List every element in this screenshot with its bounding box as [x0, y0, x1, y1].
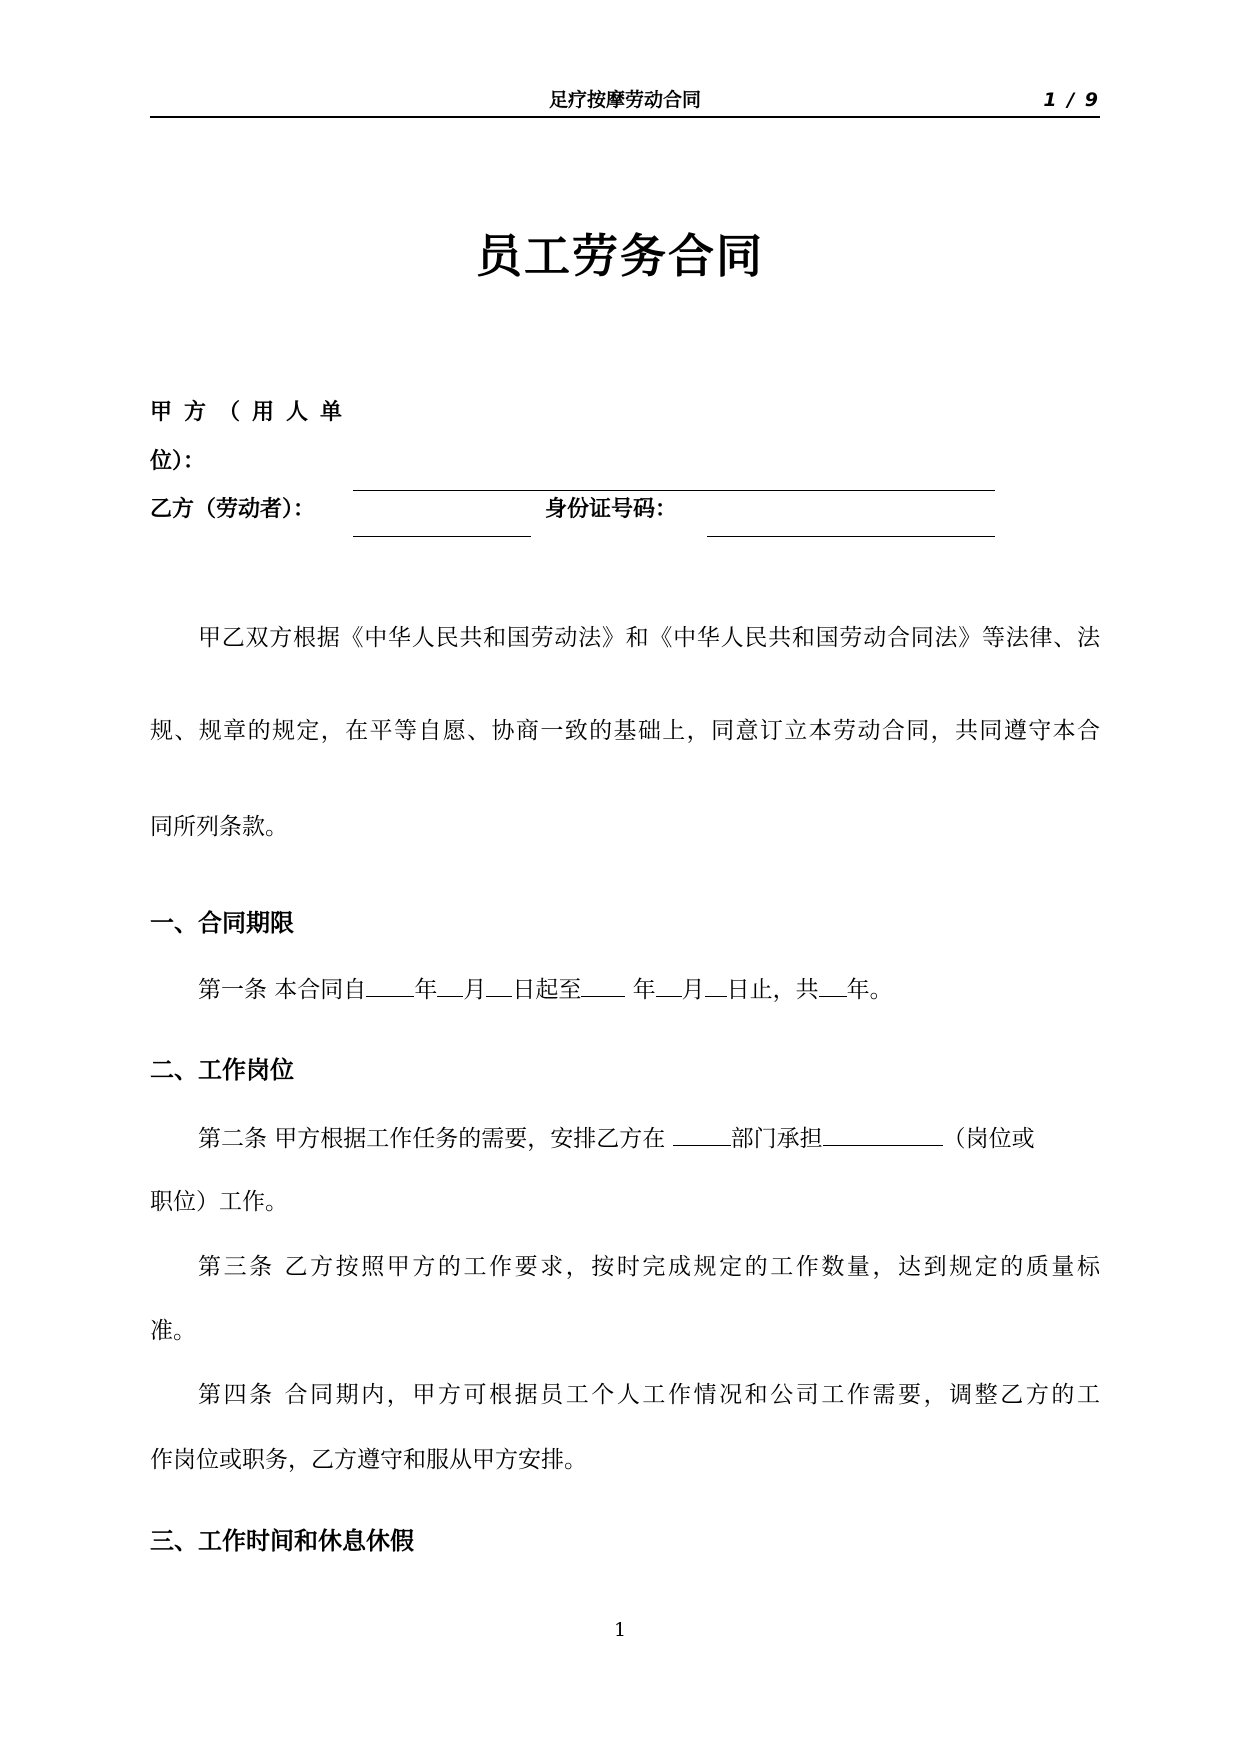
article-1-text: 年	[414, 977, 438, 1003]
article-2-text: 第二条 甲方根据工作任务的需要，安排乙方在	[198, 1126, 673, 1152]
preamble-line-2: 规、规章的规定，在平等自愿、协商一致的基础上，同意订立本劳动合同，共同遵守本合	[150, 718, 1100, 744]
running-header	[150, 88, 1100, 118]
article-1-text: 月	[463, 977, 487, 1003]
article-1-text: 第一条 本合同自	[198, 977, 367, 1003]
position-blank	[823, 1123, 943, 1146]
party-b-label: 乙方（劳动者）：	[150, 497, 316, 522]
article-2-line-2: 职位）工作。	[150, 1189, 288, 1215]
header-document-name: 足疗按摩劳动合同	[548, 89, 701, 111]
article-1-text: 年。	[846, 977, 893, 1003]
document-title: 员工劳务合同	[476, 229, 764, 283]
section-1-heading: 一、合同期限	[150, 909, 294, 937]
article-1-text: 日起至	[512, 977, 582, 1003]
section-3-heading: 三、工作时间和休息休假	[150, 1527, 414, 1555]
article-2-text: （岗位或	[942, 1126, 1035, 1152]
article-1	[150, 974, 1100, 1005]
end-month-blank	[656, 974, 682, 997]
end-day-blank	[705, 974, 727, 997]
article-2-line-1	[150, 1123, 1100, 1154]
id-number-label: 身份证号码：	[545, 497, 678, 522]
article-3-line-2: 准。	[150, 1318, 196, 1344]
preamble-line-3: 同所列条款。	[150, 814, 288, 840]
id-number-fill-line	[707, 536, 995, 537]
article-1-text: 日止，共	[726, 977, 819, 1003]
preamble-line-1: 甲乙双方根据《中华人民共和国劳动法》和《中华人民共和国劳动合同法》等法律、法	[198, 625, 1100, 651]
section-2-heading: 二、工作岗位	[150, 1056, 294, 1084]
party-b-fill-line	[353, 536, 531, 537]
start-day-blank	[486, 974, 512, 997]
page-number: 1	[613, 1619, 627, 1641]
department-blank	[673, 1123, 731, 1146]
article-3-line-1: 第三条 乙方按照甲方的工作要求，按时完成规定的工作数量，达到规定的质量标	[198, 1254, 1100, 1280]
party-a-label-line2: 位）：	[150, 449, 206, 474]
start-year-blank	[366, 974, 414, 997]
party-a-fill-line	[353, 490, 995, 491]
term-years-blank	[819, 974, 847, 997]
article-2-text: 部门承担	[730, 1126, 823, 1152]
article-4-line-1: 第四条 合同期内，甲方可根据员工个人工作情况和公司工作需要，调整乙方的工	[198, 1382, 1100, 1408]
article-4-line-2: 作岗位或职务，乙方遵守和服从甲方安排。	[150, 1447, 587, 1473]
end-year-blank	[581, 974, 625, 997]
party-a-label-line1: 甲方（用人单	[150, 400, 355, 425]
start-month-blank	[437, 974, 463, 997]
article-1-text: 年	[625, 977, 656, 1003]
header-page-count: 1 / 9	[1043, 89, 1100, 111]
article-1-text: 月	[681, 977, 705, 1003]
